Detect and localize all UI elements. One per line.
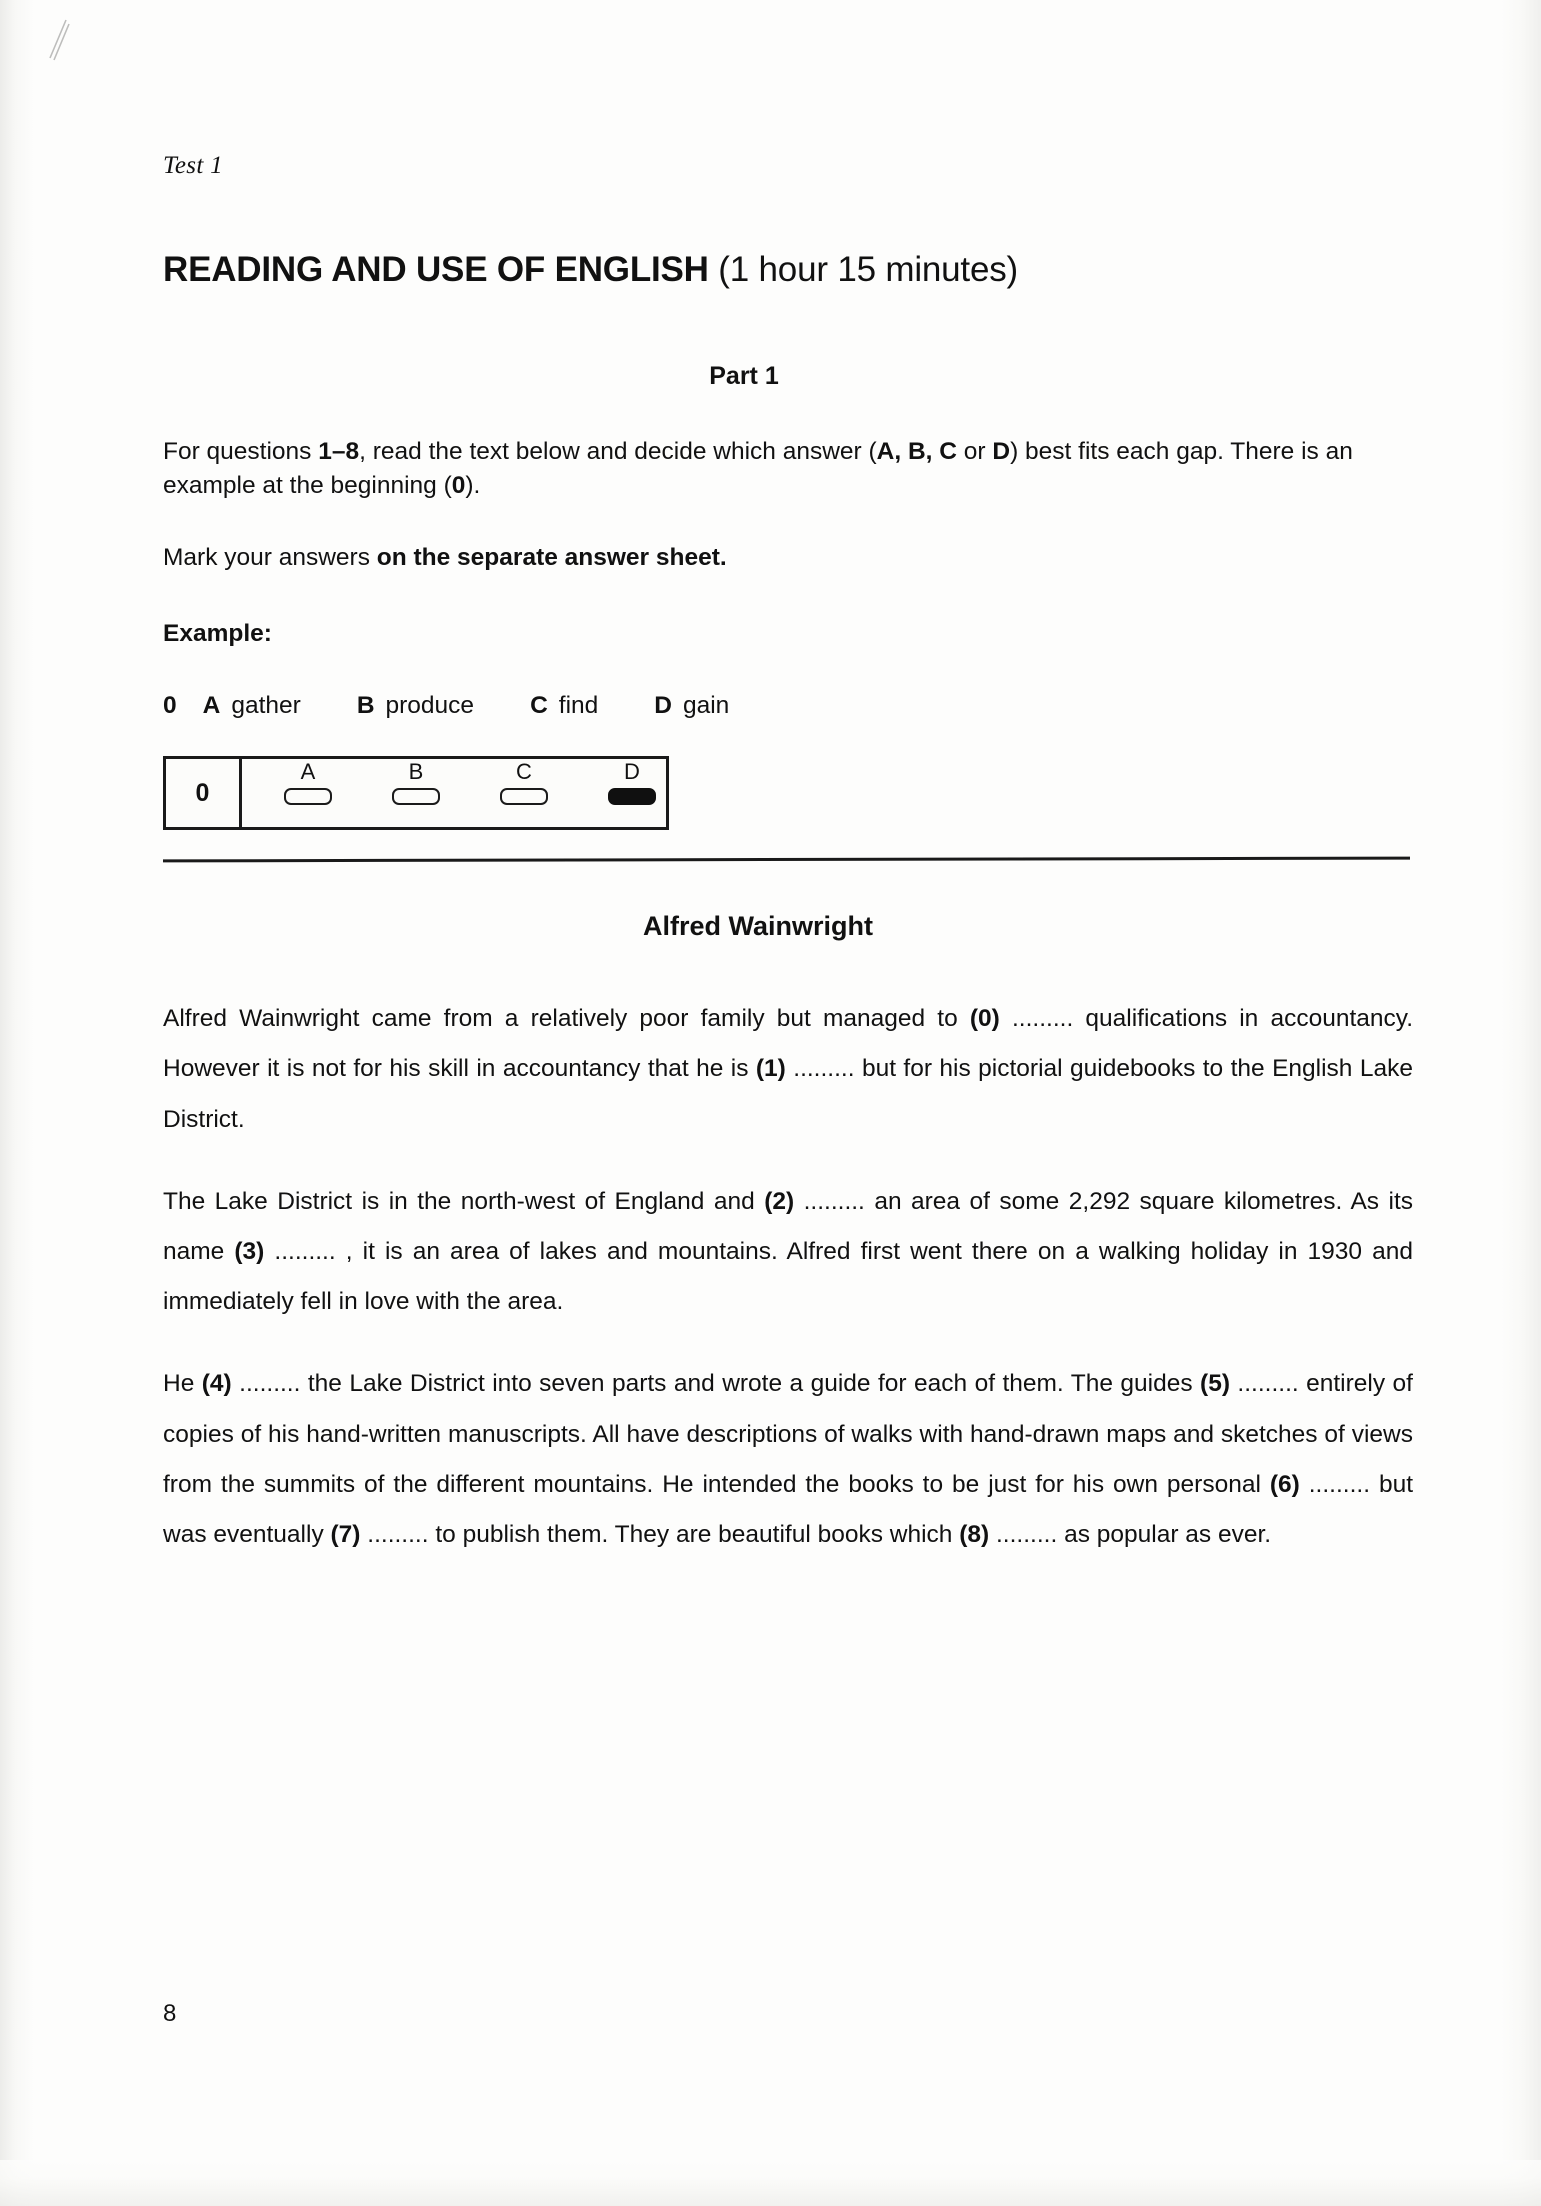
answer-bubble-c-letter: C	[516, 759, 532, 785]
answer-bubble-c[interactable]	[492, 761, 556, 805]
running-head: Test 1	[163, 152, 223, 179]
rubric-text-5: ).	[465, 471, 481, 499]
answer-bubble-group	[242, 759, 666, 827]
example-option-d	[654, 692, 729, 720]
answer-row-number: 0	[166, 759, 242, 827]
answer-bubble-a-letter: A	[300, 759, 316, 785]
page-number: 8	[163, 2000, 177, 2027]
example-option-b-word: produce	[385, 692, 475, 720]
rubric-option-d: D	[992, 438, 1011, 465]
example-option-d-letter: D	[654, 692, 672, 720]
example-label: Example:	[163, 620, 272, 648]
scan-edge-shadow-right	[1501, 0, 1541, 2206]
example-option-a-word: gather	[231, 692, 301, 720]
rubric-text-2: , read the text below and decide which answer (	[359, 438, 877, 465]
paper-title-text: READING AND USE OF ENGLISH	[163, 250, 709, 289]
bubble-mark-b-icon[interactable]	[392, 788, 440, 805]
example-option-a	[203, 692, 301, 720]
scan-edge-shadow-left	[0, 0, 34, 2206]
rubric-text-4: ) best fits each gap. There is an example at the beginning (	[163, 438, 1353, 499]
example-options-row	[163, 692, 1413, 720]
example-option-c	[530, 692, 598, 720]
answer-bubble-b-letter: B	[408, 759, 424, 785]
answer-sheet-instruction	[163, 544, 1413, 572]
example-option-c-word: find	[558, 692, 599, 720]
passage-paragraph: He (4) ......... the Lake District into seven parts and wrote a guide for each of them. The guides (5) ......... entirely of copies of his hand-written manuscripts. All have descriptions of walks with hand-drawn maps and sketches of views from the summits of the different mountains. He intended the books to be just for his own personal (6) ......... but was eventually (7) ......... to publish them. They are beautiful books which (8) ......... as popular as ever.	[163, 1370, 1413, 1549]
page-title	[163, 250, 1413, 290]
rubric-text-3: or	[956, 438, 993, 465]
example-answer-sheet-box	[163, 756, 669, 830]
example-option-a-letter: A	[202, 692, 221, 720]
passage-paragraph: Alfred Wainwright came from a relatively poor family but managed to (0) ......... qualifications in accountancy. However it is not for his skill in accountancy that he is (1) ......... but for his pictorial guidebooks to the English Lake District.	[163, 1005, 1414, 1133]
bubble-mark-c-icon[interactable]	[500, 788, 548, 805]
passage-title: Alfred Wainwright	[643, 911, 873, 942]
example-option-c-letter: C	[530, 692, 548, 720]
answer-bubble-d-letter: D	[624, 759, 640, 785]
example-option-d-word: gain	[682, 692, 730, 720]
bubble-mark-a-icon[interactable]	[284, 788, 332, 805]
rubric-question-range: 1–8	[318, 438, 360, 465]
answer-bubble-d[interactable]	[600, 761, 664, 805]
scan-corner-artifact-icon	[38, 18, 78, 64]
example-question-number: 0	[163, 692, 177, 720]
part-heading: Part 1	[709, 362, 779, 390]
bubble-mark-d-icon[interactable]	[608, 788, 656, 805]
rubric-text-1: For questions	[163, 438, 319, 465]
scan-edge-shadow-bottom	[0, 2160, 1541, 2206]
answer-bubble-b[interactable]	[384, 761, 448, 805]
rubric-options-abc: A, B, C	[876, 438, 957, 465]
passage-paragraph: The Lake District is in the north-west of England and (2) ......... an area of some 2,292 square kilometres. As its name (3) ......... , it is an area of lakes and mountains. Alfred first went there on a walking holiday in 1930 and immediately fell in love with the area.	[163, 1187, 1413, 1316]
task-instructions	[163, 435, 1413, 502]
answer-sheet-instruction-text: Mark your answers	[163, 544, 377, 572]
answer-bubble-a[interactable]	[276, 761, 340, 805]
rubric-example-number: 0	[451, 471, 466, 499]
passage-body	[163, 994, 1413, 1560]
page-content	[163, 0, 1413, 1560]
example-option-b-letter: B	[356, 692, 375, 720]
section-divider	[163, 857, 1410, 863]
example-option-b	[357, 692, 474, 720]
paper-timing: (1 hour 15 minutes)	[718, 250, 1018, 289]
answer-sheet-instruction-emphasis: on the separate answer sheet.	[376, 544, 727, 572]
